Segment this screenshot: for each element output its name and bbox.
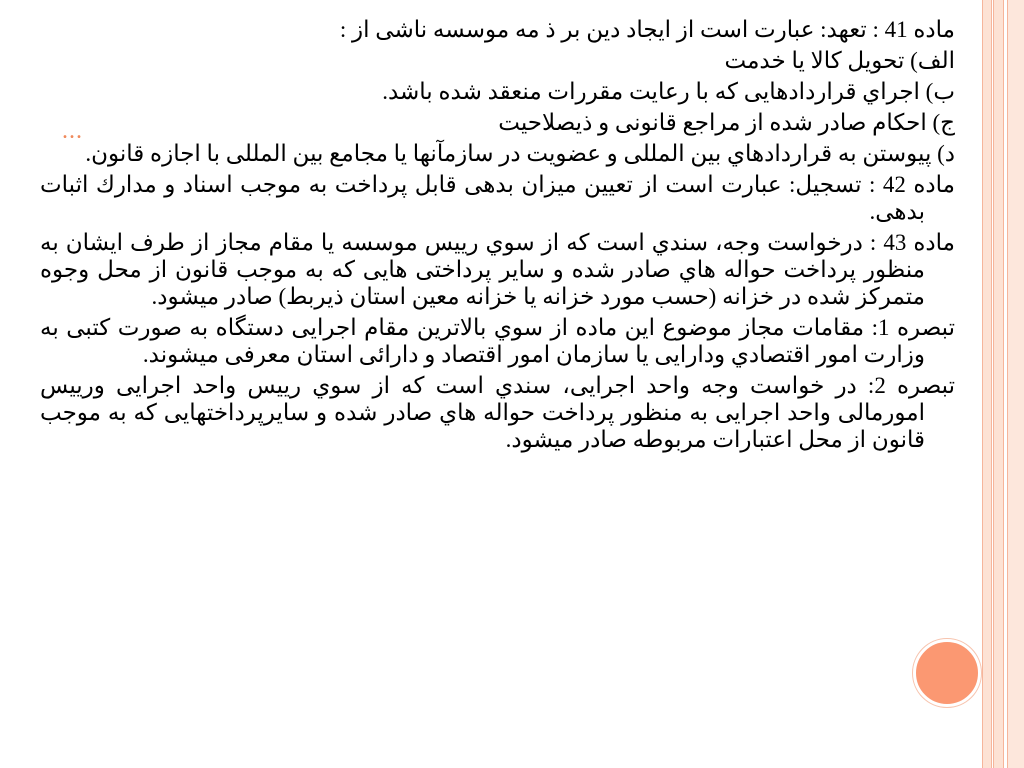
paragraph-item-alef: الف) تحويل کالا يا خدمت — [724, 48, 955, 73]
paragraph-item-be: ب) اجراي قراردادهايی که با رعايت مقررات منعقد شده باشد. — [382, 79, 955, 104]
stripe-border — [993, 0, 994, 768]
decorative-stripe — [983, 0, 991, 768]
paragraph-article-42: ماده 42 : تسجيل: عبارت است از تعيين ميزان بدهی قابل پرداخت به موجب اسناد و مدارك اثبات بدهی. — [40, 172, 955, 224]
stripe-border — [1007, 0, 1008, 768]
stripe-border — [991, 0, 992, 768]
decorative-stripe — [1008, 0, 1024, 768]
decorative-circle — [913, 639, 981, 707]
ellipsis-marker: ... — [62, 118, 83, 144]
stripe-border — [982, 0, 983, 768]
decorative-stripe — [994, 0, 1003, 768]
paragraph-item-jim: ج) احکام صادر شده از مراجع قانونی و ذيصلاحيت — [498, 110, 955, 135]
paragraph-note-2: تبصره 2: در خواست وجه واحد اجرايی، سندي است که از سوي رييس واحد اجرايی ورييس امورمالی واحد اجرايی به منظور پرداخت حواله هاي صادر شده و سايرپرداختهايی که به موجب قانون از محل اعتبارات مربوطه صادر ميشود. — [40, 373, 955, 452]
paragraph-article-41: ماده 41 : تعهد: عبارت است از ايجاد دين بر ذ مه موسسه ناشی از : — [339, 17, 955, 42]
stripe-border — [1003, 0, 1004, 768]
slide-body — [40, 16, 955, 716]
paragraph-note-1: تبصره 1: مقامات مجاز موضوع اين ماده از سوي بالاترين مقام اجرايی دستگاه به صورت کتبی به وزارت امور اقتصادي ودارايی يا سازمان امور اقتصاد و دارائی استان معرفی ميشوند. — [40, 315, 955, 367]
paragraph-item-dal: د) پيوستن به قراردادهاي بين المللی و عضويت در سازمآنها يا مجامع بين المللی با اجازه قانون. — [85, 141, 955, 166]
paragraph-article-43: ماده 43 : درخواست وجه، سندي است که از سوي رييس موسسه يا مقام مجاز از طرف ايشان به منظور پرداخت حواله هاي صادر شده و ساير پرداختی هايی که به موجب قانون از محل وجوه متمرکز شده در خزانه (حسب مورد خزانه يا خزانه معين استان ذيربط) صادر ميشود. — [40, 230, 955, 309]
